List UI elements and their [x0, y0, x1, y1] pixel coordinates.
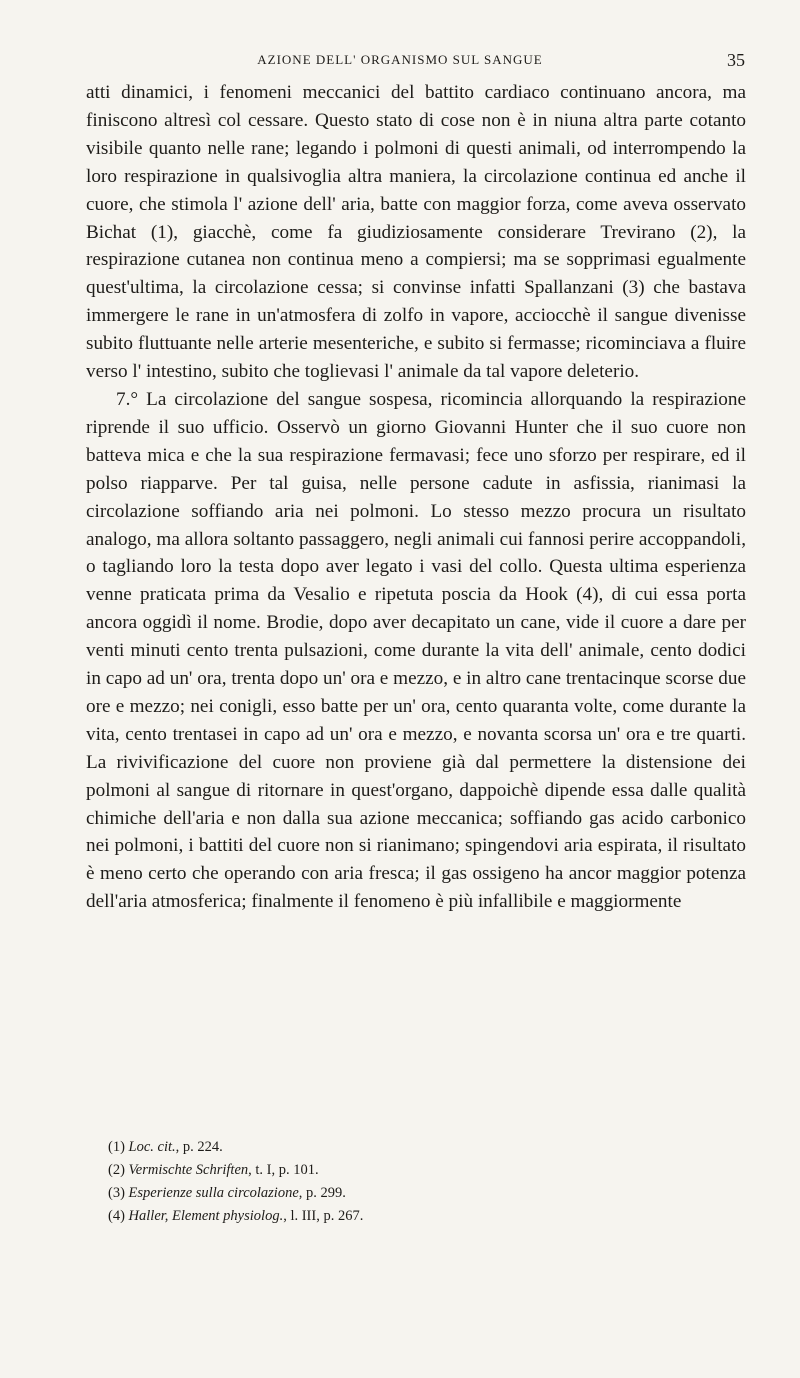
footnote-source: Haller, Element physiolog.	[128, 1208, 284, 1224]
paragraph-section-7: 7.° La circolazione del sangue sospesa, ricomincia allorquando la respirazione riprende il suo ufficio. Osservò un giorno Giovanni Hunter che il suo cuore non batteva mica e che la sua respirazione fermavasi; fece uno sforzo per respirare, ed il polso riapparve. Per tal guisa, nelle persone cadute in asfissia, rianimasi la circolazione soffiando aria nei polmoni. Lo stesso mezzo procura un risultato analogo, ma allora soltanto passaggero, negli animali cui fannosi perire accoppandoli, o tagliando loro la testa dopo aver legato i vasi del collo. Questa ultima esperienza venne praticata prima da Vesalio e ripetuta poscia da Hook (4), di cui essa porta ancora oggidì il nome. Brodie, dopo aver decapitato un cane, vide il cuore a dare per venti minuti cento trenta pulsazioni, come durante la vita dell' animale, cento dodici in capo ad un' ora, trenta dopo un' ora e mezzo, e in altro cane trentacinque scorse due ore e mezzo; nei conigli, esso batte per un' ora, cento quaranta volte, come durante la vita, cento trentasei in capo ad un' ora e mezzo, e novanta scorsa un' ora e tre quarti. La rivivificazione del cuore non proviene già dal permettere la distensione dei polmoni al sangue di ritornare in quest'organo, dappoichè dipende essa dalle qualità chimiche dell'aria e non dalla sua azione meccanica; soffiando gas acido carbonico nei polmoni, i battiti del cuore non si rianimano; spingendovi aria espirata, il risultato è meno certo che operando con aria fresca; il gas ossigeno ha ancor maggior potenza dell'aria atmosferica; finalmente il fenomeno è più infallibile e maggiormente	[86, 388, 746, 913]
footnote-4	[86, 1205, 746, 1228]
footnote-number: (1)	[108, 1139, 125, 1155]
footnote-number: (4)	[108, 1208, 125, 1224]
footnote-detail: , t. I, p. 101.	[248, 1162, 319, 1178]
footnote-detail: , p. 224.	[175, 1139, 223, 1155]
footnote-source: Vermischte Schriften	[128, 1162, 249, 1178]
running-head	[0, 50, 800, 72]
footnote-1	[86, 1136, 746, 1159]
running-title: AZIONE DELL' ORGANISMO SUL SANGUE	[257, 52, 543, 67]
footnote-3	[86, 1182, 746, 1205]
footnotes	[86, 1136, 746, 1228]
footnote-source: Loc. cit.	[128, 1139, 176, 1155]
page-number: 35	[727, 50, 745, 70]
footnote-number: (2)	[108, 1162, 125, 1178]
footnote-source: Esperienze sulla circolazione	[128, 1185, 299, 1201]
footnote-detail: , l. III, p. 267.	[283, 1208, 364, 1224]
footnote-number: (3)	[108, 1185, 125, 1201]
footnote-2	[86, 1159, 746, 1182]
footnote-detail: , p. 299.	[298, 1185, 346, 1201]
paragraph-continuation: atti dinamici, i fenomeni meccanici del battito cardiaco continuano ancora, ma finiscono altresì col cessare. Questo stato di cose non è in niuna altra parte cotanto visibile quanto nelle rane; legando i polmoni di questi animali, od interrompendo la loro respirazione in qualsivoglia altra maniera, la circolazione continua ed anche il cuore, che stimola l' azione dell' aria, batte con maggior forza, come aveva osservato Bichat (1), giacchè, come fa giudiziosamente considerare Trevirano (2), la respirazione cutanea non continua meno a compiersi; ma se sopprimasi egualmente quest'ultima, la circolazione cessa; si convinse infatti Spallanzani (3) che bastava immergere le rane in un'atmosfera di zolfo in vapore, acciocchè il sangue divenisse subito fluttuante nelle arterie mesenteriche, e subito si fermasse; ricominciava a fluire verso l' intestino, subito che toglievasi l' animale da tal vapore deleterio.	[86, 82, 746, 383]
body-text	[86, 79, 746, 916]
